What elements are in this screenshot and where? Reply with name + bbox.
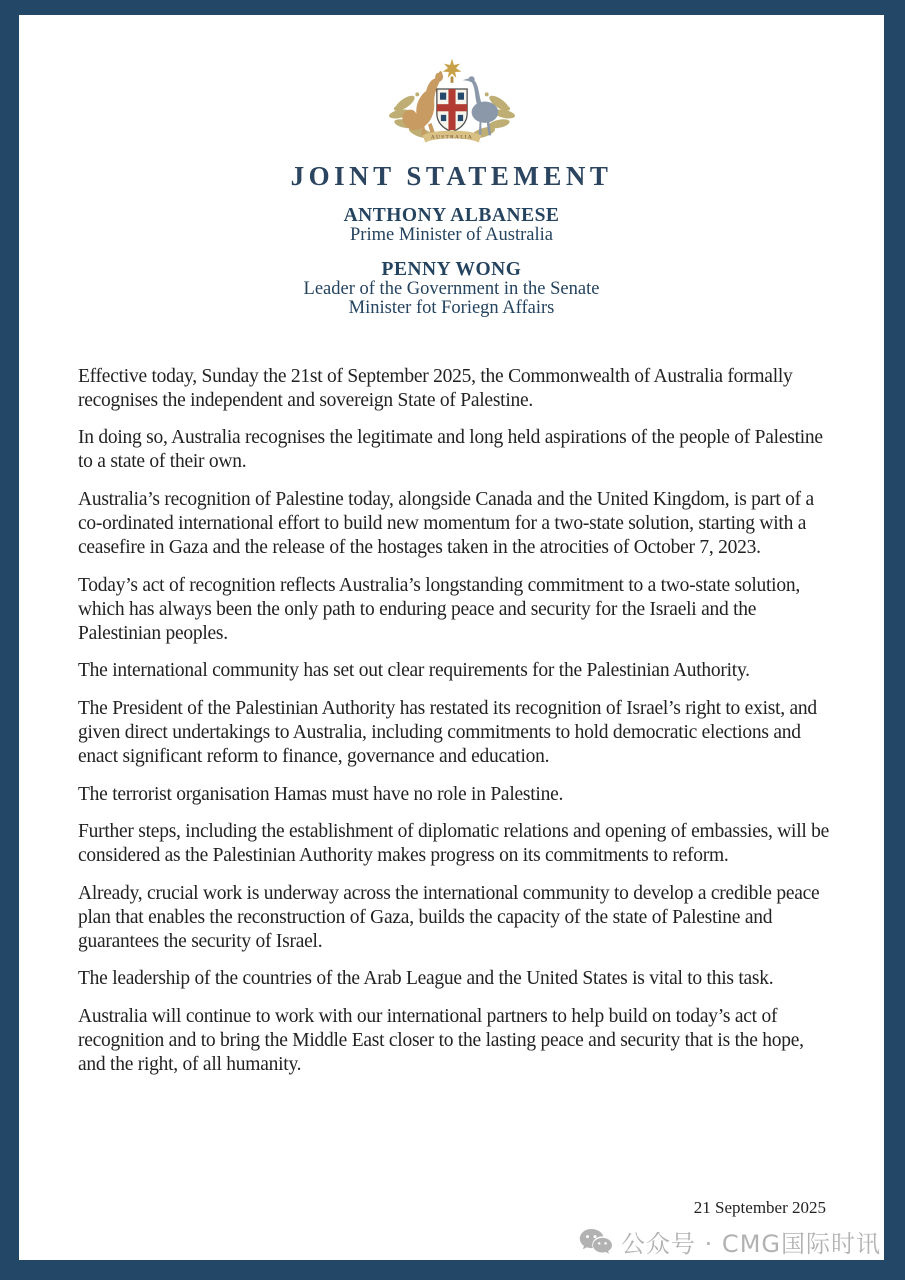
australian-coat-of-arms-icon <box>385 15 519 146</box>
statement-paragraph: Australia’s recognition of Palestine today, alongside Canada and the United Kingdom, is part of a co-ordinated international effort to build new momentum for a two-state solution, starting with a ceasefire in Gaza and the release of the hostages taken in the atrocities of October 7, 2023. <box>78 488 814 559</box>
statement-paragraph: Further steps, including the establishment of diplomatic relations and opening of embassies, will be considered as the Palestinian Authority makes progress on its commitments to reform. <box>78 820 830 867</box>
statement-date: 21 September 2025 <box>693 1198 826 1217</box>
statement-header <box>19 15 884 319</box>
signatory-title: Leader of the Government in the Senate <box>303 278 600 299</box>
statement-page <box>19 15 884 1260</box>
statement-body <box>19 365 884 1078</box>
statement-paragraph: The leadership of the countries of the Arab League and the United States is vital to this task. <box>78 968 774 990</box>
statement-paragraph: The international community has set out clear requirements for the Palestinian Authority. <box>78 660 750 682</box>
commonwealth-star-icon <box>442 59 461 83</box>
statement-paragraph: The terrorist organisation Hamas must have no role in Palestine. <box>78 783 564 805</box>
statement-paragraph: In doing so, Australia recognises the legitimate and long held aspirations of the people of Palestine to a state of their own. <box>78 427 823 473</box>
signatory-title: Minister fot Foriegn Affairs <box>348 298 555 318</box>
statement-paragraph: Australia will continue to work with our international partners to help build on today’s act of recognition and to bring the Middle East closer to the lasting peace and security that is the hope, and the right, of all humanity. <box>78 1005 804 1076</box>
statement-paragraph: Today’s act of recognition reflects Australia’s longstanding commitment to a two-state solution, which has always been the only path to enduring peace and security for the Israeli and the Palestinian peoples. <box>78 574 800 645</box>
signatory-wong <box>19 259 884 319</box>
page-title: JOINT STATEMENT <box>290 161 613 191</box>
watermark-text: 公众号 · CMG国际时讯 <box>621 1230 881 1258</box>
signatory-title: Prime Minister of Australia <box>350 225 553 245</box>
statement-paragraph: Already, crucial work is underway across the international community to develop a credible peace plan that enables the reconstruction of Gaza, builds the capacity of the state of Palestine and guarantees the security of Israel. <box>78 882 820 953</box>
signatory-albanese <box>19 205 884 246</box>
shield-icon <box>436 89 466 132</box>
statement-paragraph: Effective today, Sunday the 21st of September 2025, the Commonwealth of Australia formally recognises the independent and sovereign State of Palestine. <box>78 365 793 411</box>
ribbon-text: AUSTRALIA <box>430 134 473 141</box>
statement-paragraph: The President of the Palestinian Authority has restated its recognition of Israel’s right to exist, and given direct undertakings to Australia, including commitments to hold democratic elections and enact significant reform to finance, governance and education. <box>78 697 817 768</box>
signatory-name: ANTHONY ALBANESE <box>343 205 560 226</box>
wechat-watermark <box>579 1224 881 1259</box>
wechat-icon <box>579 1228 613 1256</box>
signatory-name: PENNY WONG <box>381 258 522 280</box>
